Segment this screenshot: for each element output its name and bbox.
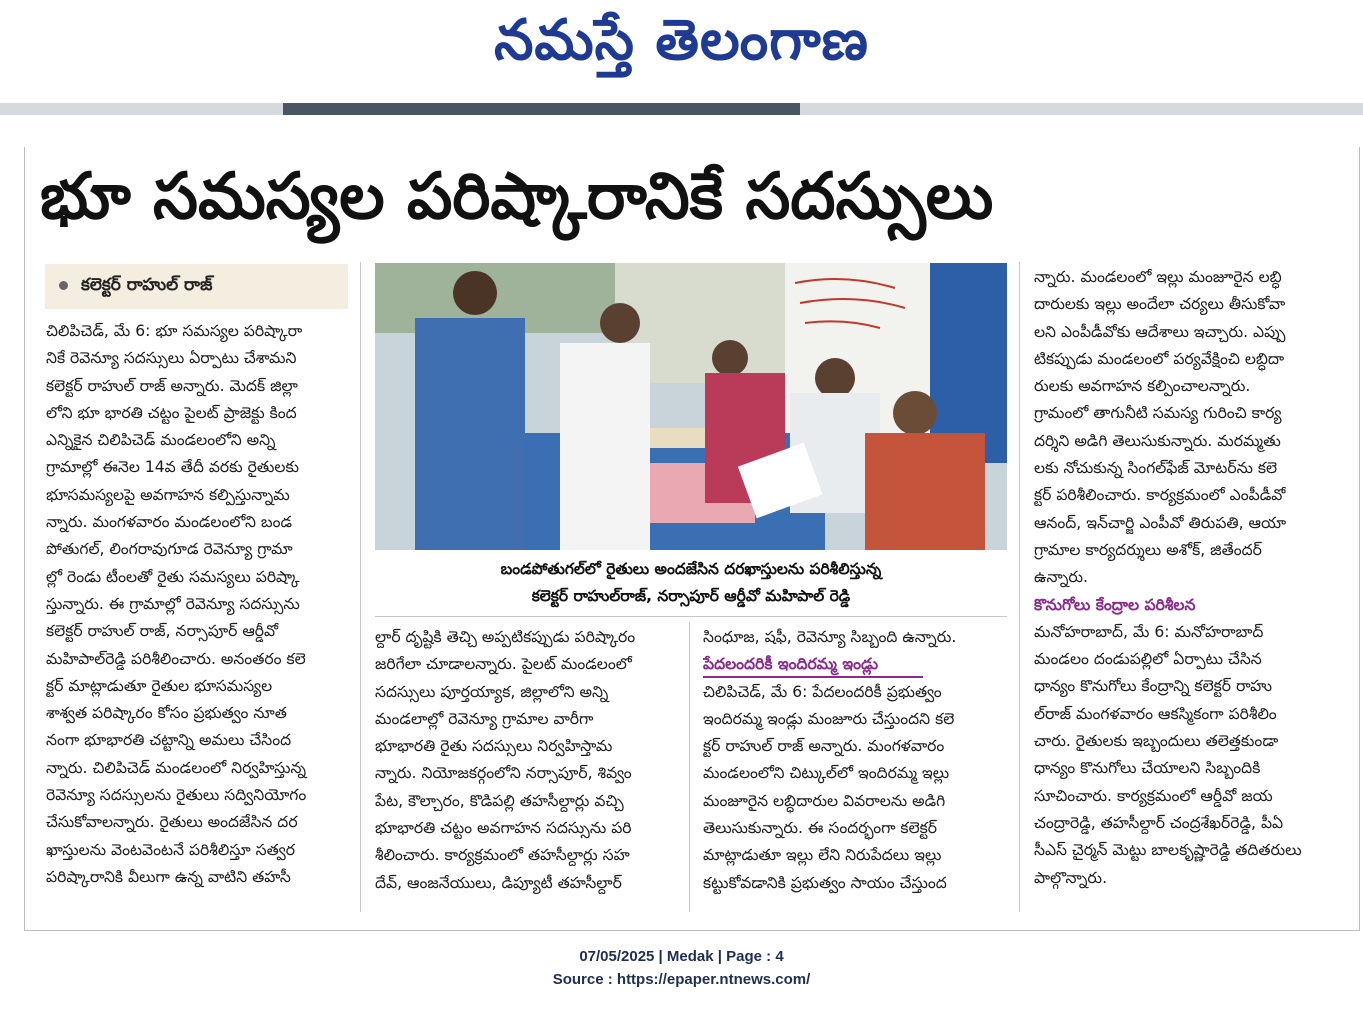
- text-line: ఎన్నికైన చిలిపిచెడ్ మండలంలోని అన్ని: [46, 431, 276, 450]
- text-line: ల్‌రాజ్ మంగళవారం ఆకస్మికంగా పరిశీలిం: [1034, 704, 1277, 723]
- photo-illustration: [375, 263, 1007, 550]
- text-line: చారు. రైతులకు ఇబ్బందులు తలెత్తకుండా: [1034, 732, 1279, 751]
- text-line: న్నారు. నియోజకర్గంలోని నర్సాపూర్, శివ్వం: [375, 764, 632, 783]
- text-line: రెవెన్యూ సదస్సులను రైతులు సద్వినియోగం: [46, 786, 307, 805]
- text-line: మంజూరైన లబ్ధిదారుల వివరాలను అడిగి: [703, 791, 946, 810]
- column-1: [46, 318, 353, 891]
- text-line: నంగా భూభారతి చట్టాన్ని అమలు చేసింద: [46, 731, 292, 750]
- text-line: గ్రామాల కార్యదర్శులు అశోక్, జితేందర్: [1034, 540, 1262, 559]
- text-line: మనోహరాబాద్, మే 6: మనోహరాబాద్: [1034, 622, 1264, 641]
- text-line: దర్శిని అడిగి తెలుసుకున్నారు. మరమ్మతు: [1034, 431, 1281, 450]
- text-line: ధాన్యం కొనుగోలు చేయాలని సిబ్బందికి: [1034, 759, 1261, 778]
- text-line: లని ఎంపీడీవోకు ఆదేశాలు ఇచ్చారు. ఎప్పు: [1034, 322, 1286, 341]
- text-line: నికే రెవెన్యూ సదస్సులు ఏర్పాటు చేశామని: [46, 349, 297, 368]
- column-divider: [1019, 262, 1020, 912]
- masthead-title: నమస్తే తెలంగాణ: [494, 8, 869, 73]
- text-line: గ్రామంలో తాగునీటి సమస్య గురించి కార్య: [1034, 404, 1282, 423]
- text-line: తెలుసుకున్నారు. ఈ సందర్భంగా కలెక్టర్: [703, 819, 938, 838]
- column-4: [1034, 264, 1346, 892]
- text-line: సూచించారు. కార్యక్రమంలో ఆర్డీవో జయ: [1034, 786, 1273, 805]
- text-line: మహిపాల్‌రెడ్డి పరిశీలించారు. అనంతరం కలె: [46, 649, 306, 668]
- caption-line: కలెక్టర్ రాహుల్‌రాజ్, నర్సాపూర్ ఆర్డీవో మహిపాల్ రెడ్డి: [531, 587, 851, 605]
- text-line: చేసుకోవాలన్నారు. రైతులు అందజేసిన దర: [46, 813, 298, 832]
- text-line: క్టర్ రాహుల్ రాజ్ అన్నారు. మంగళవారం: [703, 737, 945, 756]
- column-divider: [360, 262, 361, 912]
- text-line: జరిగేలా చూడాలన్నారు. పైలట్ మండలంలో: [375, 655, 632, 674]
- text-line: మండలంలోని చిట్కుల్‌లో ఇందిరమ్మ ఇల్లు: [703, 764, 950, 783]
- text-line: సదస్సులు పూర్తయ్యాక, జిల్లాలోని అన్ని: [375, 682, 609, 701]
- column-3: [703, 624, 1009, 897]
- text-line: ల్దార్ దృష్టికి తెచ్చి అప్పటికప్పుడు పరిష్కారం: [375, 628, 636, 646]
- footer-source-link[interactable]: Source : https://epaper.ntnews.com/: [552, 971, 811, 988]
- subheading-procurement-centres: కొనుగోలు కేంద్రాల పరిశీలన: [1034, 595, 1196, 614]
- article-photo: [375, 263, 1007, 550]
- text-line: చిలిపిచెడ్, మే 6: పేదలందరికీ ప్రభుత్వం: [703, 682, 942, 701]
- text-line: రులకు అవగాహన కల్పించాలన్నారు.: [1034, 377, 1251, 396]
- caption-divider: [375, 616, 1007, 617]
- column-2: [375, 624, 680, 897]
- text-line: సింధూజ, షఫీ, రెవెన్యూ సిబ్బంది ఉన్నారు.: [703, 628, 957, 646]
- column-divider: [689, 622, 690, 912]
- text-line: క్టర్ మాట్లాడుతూ రైతుల భూసమస్యల: [46, 676, 273, 695]
- bullet-icon: [59, 281, 68, 290]
- text-line: కలెక్టర్ రాహుల్ రాజ్, నర్సాపూర్ ఆర్డీవో: [46, 622, 279, 641]
- text-line: సీఎస్ చైర్మన్ మెట్టు బాలకృష్ణారెడ్డి తదితరులు: [1034, 841, 1302, 860]
- byline-author: కలెక్టర్ రాహుల్ రాజ్: [81, 275, 213, 295]
- text-line: ల్లో రెండు టీంలతో రైతు సమస్యలు పరిష్కా: [46, 567, 300, 586]
- text-line: పేట, కౌల్చారం, కొడిపల్లి తహసీల్దార్లు వచ్చి: [375, 791, 624, 810]
- text-line: టికప్పుడు మండలంలో పర్యవేక్షించి లబ్ధిదా: [1034, 349, 1285, 368]
- text-line: భూభారతి చట్టం అవగాహన సదస్సును పరి: [375, 819, 632, 838]
- article-headline: భూ సమస్యల పరిష్కారానికే సదస్సులు: [40, 160, 994, 234]
- text-line: లోని భూ భారతి చట్టం పైలట్ ప్రాజెక్టు కింద: [46, 403, 297, 422]
- text-line: ఆనంద్, ఇన్‌చార్జి ఎంపీవో తిరుపతి, ఆయా: [1034, 513, 1287, 532]
- text-line: పాల్గొన్నారు.: [1034, 868, 1108, 887]
- text-line: మండలాల్లో రెవెన్యూ గ్రామాల వారీగా: [375, 709, 594, 728]
- subheading-indiramma-houses: పేదలందరికీ ఇందిరమ్మ ఇండ్లు: [703, 655, 878, 674]
- text-line: పోతుగల్, లింగరావుగూడ రెవెన్యూ గ్రామా: [46, 540, 293, 559]
- text-line: ఖాస్తులను వెంటవెంటనే పరిశీలిస్తూ సత్వర: [46, 840, 296, 859]
- text-line: భూభారతి రైతు సదస్సులు నిర్వహిస్తామ: [375, 737, 613, 756]
- text-line: పరిష్కారానికి వీలుగా ఉన్న వాటిని తహసీ: [46, 867, 291, 886]
- text-line: క్టర్ పరిశీలించారు. కార్యక్రమంలో ఎంపీడీవో: [1034, 486, 1286, 505]
- text-line: చంద్రారెడ్డి, తహసీల్దార్ చంద్రశేఖర్‌రెడ్డి, పీఏ: [1034, 813, 1284, 832]
- text-line: కట్టుకోవడానికి ప్రభుత్వం సాయం చేస్తుంద: [703, 873, 947, 892]
- text-line: న్నారు. చిలిపిచెడ్ మండలంలో నిర్వహిస్తున్న: [46, 758, 307, 777]
- text-line: ధాన్యం కొనుగోలు కేంద్రాన్ని కలెక్టర్ రాహు: [1034, 677, 1272, 696]
- text-line: ఇందిరమ్మ ఇండ్లు మంజూరు చేస్తుందని కలె: [703, 709, 955, 728]
- text-line: దేవ్, ఆంజనేయులు, డిప్యూటీ తహసీల్దార్: [375, 873, 622, 892]
- photo-caption: [375, 556, 1007, 612]
- text-line: దారులకు ఇల్లు అందేలా చర్యలు తీసుకోవా: [1034, 295, 1286, 314]
- byline-box: [45, 264, 348, 309]
- masthead: [0, 0, 1363, 100]
- text-line: న్నారు. మండలంలో ఇల్లు మంజూరైన లబ్ధి: [1034, 268, 1282, 286]
- text-line: మండలం దండుపల్లిలో ఏర్పాటు చేసిన: [1034, 650, 1262, 669]
- caption-line: బండపోతుగల్‌లో రైతులు అందజేసిన దరఖాస్తులను పరిశీలిస్తున్న: [500, 560, 882, 578]
- text-line: న్నారు. మంగళవారం మండలంలోని బండ: [46, 513, 293, 532]
- text-line: శీలించారు. కార్యక్రమంలో తహసీల్దార్లు సహ: [375, 846, 630, 865]
- text-line: స్తున్నారు. ఈ గ్రామాల్లో రెవెన్యూ సదస్సును: [46, 594, 300, 613]
- text-line: భూసమస్యలపై అవగాహన కల్పిస్తున్నామ: [46, 485, 290, 504]
- text-line: లకు నోచుకున్న సింగల్‌ఫేజ్ మోటర్‌ను కలె: [1034, 459, 1278, 478]
- footer-edition-info: 07/05/2025 | Medak | Page : 4: [579, 948, 784, 965]
- text-line: మాట్లాడుతూ ఇల్లు లేని నిరుపేదలు ఇల్లు: [703, 846, 942, 865]
- text-line: కలెక్టర్ రాహుల్ రాజ్ అన్నారు. మెదక్ జిల్లా: [46, 376, 298, 395]
- masthead-rule-accent: [283, 103, 800, 115]
- text-line: చిలిపిచెడ్, మే 6: భూ సమస్యల పరిష్కారా: [46, 322, 303, 340]
- text-line: ఉన్నారు.: [1034, 568, 1088, 587]
- text-line: గ్రామాల్లో ఈనెల 14వ తేదీ వరకు రైతులకు: [46, 458, 300, 477]
- text-line: శాశ్వత పరిష్కారం కోసం ప్రభుత్వం నూత: [46, 704, 287, 723]
